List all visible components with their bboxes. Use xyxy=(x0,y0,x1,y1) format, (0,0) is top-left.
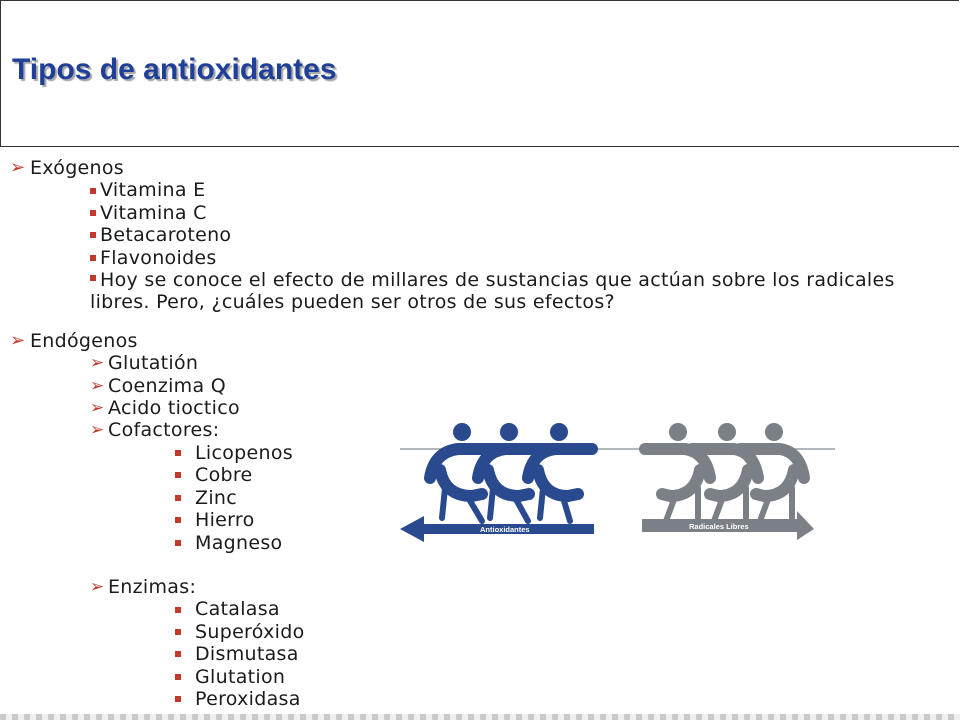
square-bullet-icon xyxy=(175,674,181,680)
square-bullet-icon xyxy=(175,607,181,613)
list-item-label: Cofactores: xyxy=(108,419,220,442)
section-heading: Exógenos xyxy=(30,157,125,179)
square-bullet-icon xyxy=(175,517,181,523)
header-box xyxy=(0,0,959,147)
arrow-bullet-icon: ➢ xyxy=(10,329,26,351)
person-icon xyxy=(645,423,710,521)
square-bullet-icon xyxy=(175,696,181,702)
list-item-label: Glutatión xyxy=(108,352,199,375)
square-bullet-icon xyxy=(175,472,181,478)
list-item-label: Flavonoides xyxy=(100,246,217,269)
arrow-bullet-icon: ➢ xyxy=(90,398,105,419)
square-bullet-icon xyxy=(90,210,96,216)
list-item-label: Enzimas: xyxy=(108,575,197,598)
list-item xyxy=(90,179,955,201)
square-bullet-icon xyxy=(175,629,181,635)
free-radical-label: Radicales Libres xyxy=(689,522,749,531)
list-item xyxy=(90,224,955,246)
square-bullet-icon xyxy=(175,540,181,546)
list-item-paragraph xyxy=(90,269,945,314)
antioxidant-arrow xyxy=(400,516,594,542)
square-bullet-icon xyxy=(175,450,181,456)
list-item xyxy=(90,247,955,269)
sub-list-item-label: Hierro xyxy=(195,509,255,532)
square-bullet-icon xyxy=(175,651,181,657)
sub-list-item-label: Glutation xyxy=(195,665,286,688)
arrow-bullet-icon: ➢ xyxy=(90,420,105,441)
sub-list-item-label: Magneso xyxy=(195,531,283,554)
arrow-bullet-icon: ➢ xyxy=(90,375,105,396)
square-bullet-icon xyxy=(175,495,181,501)
free-radical-team xyxy=(645,423,804,521)
square-bullet-icon xyxy=(90,188,96,194)
sub-list-item-label: Dismutasa xyxy=(195,643,299,666)
page-title: Tipos de antioxidantes xyxy=(12,53,337,86)
section-heading: Endógenos xyxy=(30,329,138,352)
sub-list-item-label: Zinc xyxy=(195,486,237,509)
sub-list-item-label: Catalasa xyxy=(195,598,280,621)
square-bullet-icon xyxy=(90,255,96,261)
list-item-label: Vitamina E xyxy=(100,179,206,202)
sub-list-item xyxy=(175,643,955,665)
list-item xyxy=(90,375,955,397)
list-item xyxy=(90,576,955,598)
arrow-bullet-icon: ➢ xyxy=(90,576,105,597)
arrow-bullet-icon: ➢ xyxy=(10,157,26,178)
sub-list-item-label: Peroxidasa xyxy=(195,687,301,710)
sub-list-item xyxy=(175,598,955,620)
square-bullet-icon xyxy=(90,232,96,238)
person-icon xyxy=(430,423,510,521)
list-item-label: Coenzima Q xyxy=(108,374,227,397)
list-item-label: Acido tioctico xyxy=(108,397,240,420)
bottom-divider xyxy=(0,714,960,720)
sub-list-item-label: Cobre xyxy=(195,464,253,487)
square-bullet-icon xyxy=(90,275,96,281)
sub-list-item xyxy=(175,621,955,643)
list-item xyxy=(90,397,955,419)
list-item-label: Vitamina C xyxy=(100,201,207,224)
sub-list-item xyxy=(175,666,955,688)
arrow-bullet-icon: ➢ xyxy=(90,353,105,374)
sub-list-item-label: Superóxido xyxy=(195,620,305,643)
section-exogenos xyxy=(10,157,955,314)
list-item xyxy=(90,202,955,224)
sub-list-item-label: Licopenos xyxy=(195,441,293,464)
list-item xyxy=(90,352,955,374)
tug-of-war-illustration xyxy=(400,418,835,546)
antioxidant-label: Antioxidantes xyxy=(480,525,530,534)
antioxidant-team xyxy=(430,423,592,521)
sub-list-item xyxy=(175,688,955,710)
person-icon xyxy=(528,423,592,521)
paragraph-text: Hoy se conoce el efecto de millares de sustancias que actúan sobre los radicales libres. Pero, ¿cuáles pueden ser otros de sus efectos? xyxy=(90,269,895,314)
list-item-label: Betacaroteno xyxy=(100,224,232,247)
